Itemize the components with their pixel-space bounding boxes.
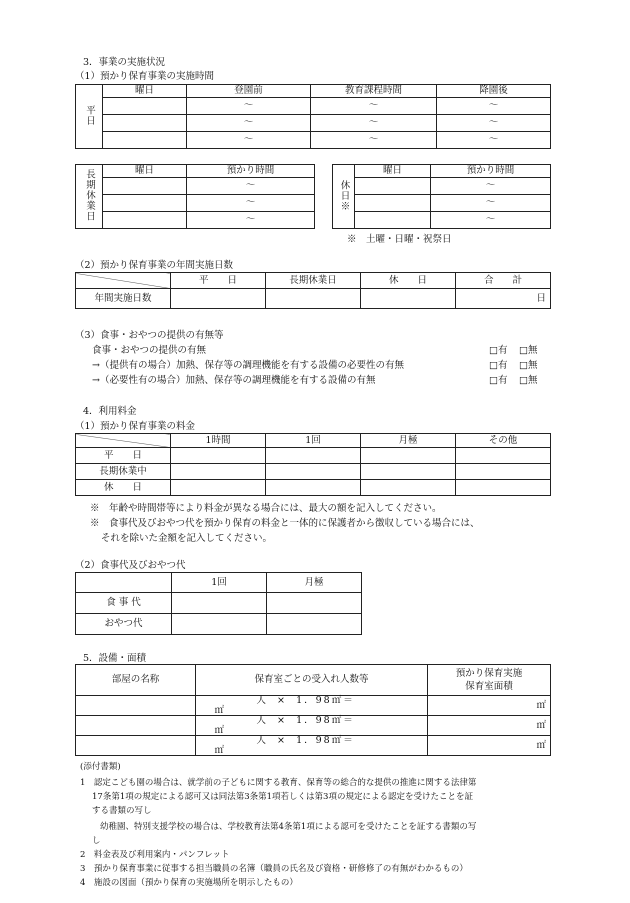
cell[interactable] xyxy=(172,593,267,614)
corner-cell xyxy=(76,273,171,289)
meal-2-no-checkbox[interactable]: □無 xyxy=(519,360,538,371)
formula-cell[interactable]: 人 × 1．98㎡＝ ㎡ xyxy=(196,716,428,736)
section4-sub1: （1）預かり保育事業の料金 xyxy=(75,421,196,432)
header-day: 曜日 xyxy=(355,165,431,178)
tilde[interactable]: ～ xyxy=(187,132,311,149)
meal-3-no-checkbox[interactable]: □無 xyxy=(519,375,538,386)
total-unit[interactable]: 日 xyxy=(456,289,551,309)
attachment-2: 2 料金表及び利用案内・パンフレット xyxy=(80,850,230,860)
formula-cell[interactable]: 人 × 1．98㎡＝ ㎡ xyxy=(196,736,428,756)
header-holiday: 休 日 xyxy=(361,273,456,289)
header-weekday: 平 日 xyxy=(171,273,266,289)
header-room-name: 部屋の名称 xyxy=(76,665,196,696)
cell[interactable] xyxy=(171,448,266,464)
cell[interactable] xyxy=(171,480,266,496)
tilde[interactable]: ～ xyxy=(187,178,315,195)
attachment-4: 4 施設の図面（預かり保育の実施場所を明示したもの） xyxy=(80,878,298,888)
cell[interactable] xyxy=(361,289,456,309)
section3-sub1: （1）預かり保育事業の実施時間 xyxy=(75,71,215,82)
fee-row-weekday: 平 日 xyxy=(76,448,171,464)
cell[interactable] xyxy=(355,212,431,229)
header-hours: 預かり時間 xyxy=(431,165,551,178)
cell[interactable] xyxy=(76,736,196,756)
corner-cell xyxy=(76,573,172,593)
meal-line-1: 食事・おやつの提供の有無 xyxy=(92,345,207,356)
area-unit[interactable]: ㎡ xyxy=(428,696,551,716)
section4-title: 4．利用料金 xyxy=(83,406,137,417)
header-area: 預かり保育実施 保育室面積 xyxy=(428,665,551,696)
cell[interactable] xyxy=(267,614,362,635)
annual-days-table xyxy=(75,272,551,309)
cell[interactable] xyxy=(456,464,551,480)
meal-1-yes-checkbox[interactable]: □有 xyxy=(489,345,508,356)
cell[interactable] xyxy=(103,178,187,195)
tilde[interactable]: ～ xyxy=(187,212,315,229)
tilde[interactable]: ～ xyxy=(431,212,551,229)
facility-area-table xyxy=(75,664,551,756)
meal-line-2: →（提供有の場合）加熱、保存等の調理機能を有する設備の必要性の有無 xyxy=(92,360,404,371)
tilde[interactable]: ～ xyxy=(187,98,311,115)
header-after: 降園後 xyxy=(437,85,551,98)
fee-row-long-vacation: 長期休業中 xyxy=(76,464,171,480)
fee-table xyxy=(75,433,551,496)
snack-fee-row: おやつ代 xyxy=(76,614,172,635)
attachments-title: (添付書類) xyxy=(80,762,121,772)
attachment-1a: 1 認定こども園の場合は、就学前の子どもに関する教育、保育等の総合的な提供の推進に関する法律第 xyxy=(80,778,477,788)
weekday-row-label: 平日 xyxy=(76,85,103,149)
meal-line-3: →（必要性有の場合）加熱、保存等の調理機能を有する設備の有無 xyxy=(92,375,376,386)
cell[interactable] xyxy=(171,289,266,309)
tilde[interactable]: ～ xyxy=(431,195,551,212)
cell[interactable] xyxy=(355,178,431,195)
tilde[interactable]: ～ xyxy=(187,115,311,132)
cell[interactable] xyxy=(103,195,187,212)
cell[interactable] xyxy=(76,716,196,736)
cell[interactable] xyxy=(456,480,551,496)
fee-note-1: ※ 年齢や時間帯等により料金が異なる場合には、最大の額を記入してください。 xyxy=(90,503,442,514)
cell[interactable] xyxy=(456,448,551,464)
cell[interactable] xyxy=(361,448,456,464)
long-vacation-label: 長期休業日 xyxy=(76,165,103,229)
tilde[interactable]: ～ xyxy=(311,115,437,132)
header-1time: 1回 xyxy=(266,434,361,448)
corner-cell xyxy=(76,434,171,448)
header-before: 登園前 xyxy=(187,85,311,98)
header-1hour: 1時間 xyxy=(171,434,266,448)
tilde[interactable]: ～ xyxy=(311,132,437,149)
holiday-table xyxy=(332,164,551,229)
header-day: 曜日 xyxy=(103,85,187,98)
fee-note-3: それを除いた金額を記入してください。 xyxy=(101,533,273,544)
header-other: その他 xyxy=(456,434,551,448)
cell[interactable] xyxy=(103,132,187,149)
formula-cell[interactable]: 人 × 1．98㎡＝ ㎡ xyxy=(196,696,428,716)
header-long-vacation: 長期休業日 xyxy=(266,273,361,289)
tilde[interactable]: ～ xyxy=(437,98,551,115)
long-vacation-table xyxy=(75,164,315,229)
cell[interactable] xyxy=(171,464,266,480)
cell[interactable] xyxy=(267,593,362,614)
meal-fee-row: 食 事 代 xyxy=(76,593,172,614)
meal-1-no-checkbox[interactable]: □無 xyxy=(519,345,538,356)
tilde[interactable]: ～ xyxy=(431,178,551,195)
cell[interactable] xyxy=(266,448,361,464)
attachment-1e: し xyxy=(92,836,101,846)
area-unit[interactable]: ㎡ xyxy=(428,736,551,756)
section3-title: 3．事業の実施状況 xyxy=(83,57,166,68)
holiday-label: 休日※ xyxy=(333,165,355,229)
tilde[interactable]: ～ xyxy=(187,195,315,212)
header-total: 合 計 xyxy=(456,273,551,289)
cell[interactable] xyxy=(266,464,361,480)
tilde[interactable]: ～ xyxy=(437,115,551,132)
section3-sub2: （2）預かり保育事業の年間実施日数 xyxy=(75,260,234,271)
cell[interactable] xyxy=(103,115,187,132)
attachment-1c: する書類の写し xyxy=(92,806,152,816)
attachment-1d: 幼稚園、特別支援学校の場合は、学校教育法第4条第1項による認可を受けたことを証する書類の写 xyxy=(100,822,477,832)
holiday-note: ※ 土曜・日曜・祝祭日 xyxy=(347,234,452,245)
weekday-hours-table xyxy=(75,84,551,149)
header-monthly: 月極 xyxy=(267,573,362,593)
tilde[interactable]: ～ xyxy=(437,132,551,149)
meal-fee-table xyxy=(75,572,362,635)
attachment-3: 3 預かり保育事業に従事する担当職員の名簿（職員の氏名及び資格・研修修了の有無がわかるもの） xyxy=(80,864,468,874)
section5-title: 5．設備・面積 xyxy=(83,653,147,664)
header-monthly: 月極 xyxy=(361,434,456,448)
section4-sub2: （2）食事代及びおやつ代 xyxy=(75,560,186,571)
cell[interactable] xyxy=(103,98,187,115)
annual-days-label: 年間実施日数 xyxy=(76,289,171,309)
cell[interactable] xyxy=(266,480,361,496)
header-1time: 1回 xyxy=(172,573,267,593)
header-day: 曜日 xyxy=(103,165,187,178)
section3-sub3: （3）食事・おやつの提供の有無等 xyxy=(75,330,224,341)
attachment-1b: 17条第1項の規定による認可又は同法第3条第1項若しくは第3項の規定による認定を受けたことを証 xyxy=(92,792,473,802)
fee-row-holiday: 休 日 xyxy=(76,480,171,496)
header-hours: 預かり時間 xyxy=(187,165,315,178)
cell[interactable] xyxy=(172,614,267,635)
fee-note-2: ※ 食事代及びおやつ代を預かり保育の料金と一体的に保護者から徴収している場合には、 xyxy=(90,518,480,529)
meal-3-yes-checkbox[interactable]: □有 xyxy=(489,375,508,386)
area-unit[interactable]: ㎡ xyxy=(428,716,551,736)
meal-2-yes-checkbox[interactable]: □有 xyxy=(489,360,508,371)
tilde[interactable]: ～ xyxy=(311,98,437,115)
cell[interactable] xyxy=(76,696,196,716)
cell[interactable] xyxy=(361,480,456,496)
cell[interactable] xyxy=(355,195,431,212)
cell[interactable] xyxy=(103,212,187,229)
header-curriculum: 教育課程時間 xyxy=(311,85,437,98)
cell[interactable] xyxy=(266,289,361,309)
header-capacity: 保育室ごとの受入れ人数等 xyxy=(196,665,428,696)
cell[interactable] xyxy=(361,464,456,480)
